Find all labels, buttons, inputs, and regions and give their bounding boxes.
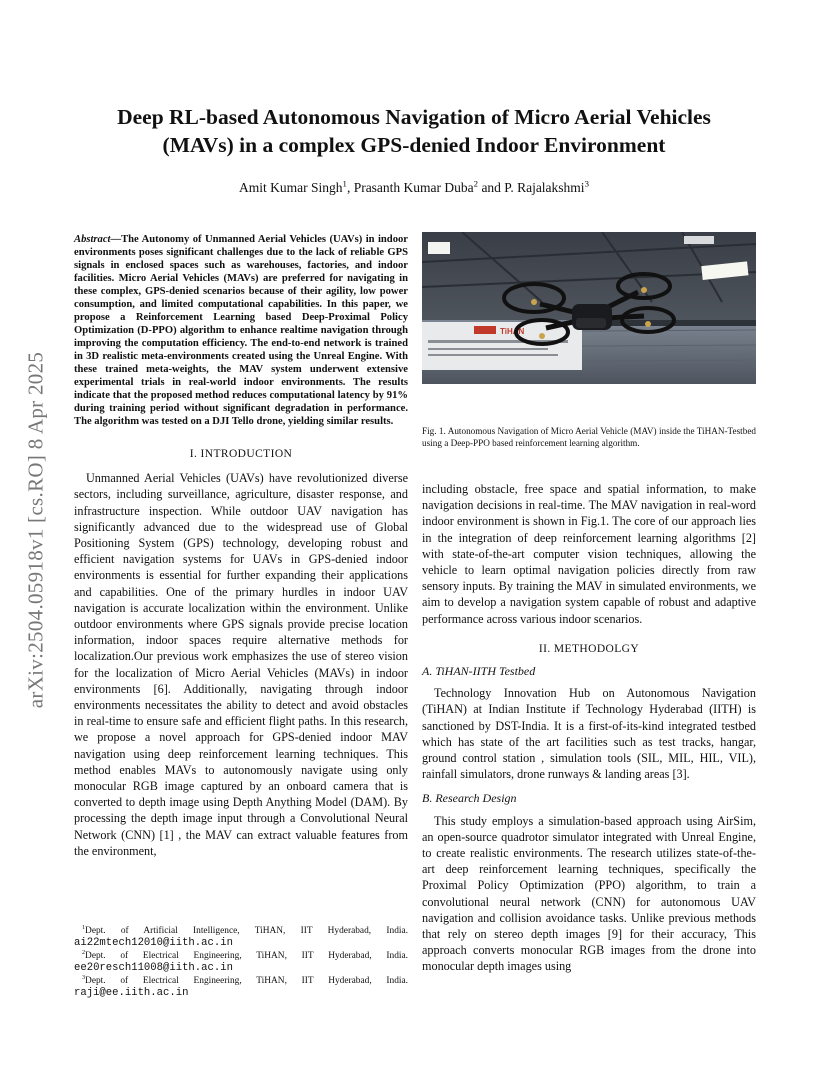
left-column xyxy=(74,233,408,859)
author-1-affil: 1 xyxy=(342,178,347,189)
subsection-a-paragraph: Technology Innovation Hub on Autonomous Navigation (TiHAN) at Indian Institute if Technology Hyderabad (IITH) is sanctioned by DST-India. It is a first-of-its-kind integrated testbed which has state of the art facilities such as test tracks, hangar, ground control station , simulation tools (SIL, MIL, HIL, VIL), rainfall simulators, drone runways & landing areas [3]. xyxy=(422,686,756,782)
subsection-a-heading: A. TiHAN-IITH Testbed xyxy=(422,664,536,679)
footnote-3-text: Dept. of Electrical Engineering, TiHAN, IIT Hyderabad, India. xyxy=(85,976,408,986)
footnote-2-text: Dept. of Electrical Engineering, TiHAN, IIT Hyderabad, India. xyxy=(85,951,408,961)
footnote-2-email: ee20resch11008@iith.ac.in xyxy=(74,962,233,974)
introduction-continued: including obstacle, free space and spatial information, to make navigation decisions in real-time. The MAV navigation in real-word indoor environment is shown in Fig.1. The core of our approach lies in the integration of deep reinforcement learning algorithms [2] with state-of-the-art computer vision techniques, allowing the vehicle to learn optimal navigation policies directly from raw sensory inputs. By training the MAV in simulated environments, we aim to develop a navigation system capable of robust and adaptive performance across various indoor scenarios. xyxy=(422,482,756,626)
footnote-1-text: Dept. of Artificial Intelligence, TiHAN, IIT Hyderabad, India. xyxy=(85,926,408,936)
author-3-affil: 3 xyxy=(584,178,589,189)
abstract-label: Abstract xyxy=(74,234,111,245)
paper-title xyxy=(80,103,748,159)
footnote-3: $^3$Dept. of Electrical Engineering, TiHAN, IIT Hyderabad, India. raji@ee.iith.ac.in xyxy=(74,974,408,999)
banner-brand-text: TiHAN xyxy=(500,327,525,336)
footnote-1: $^1$Dept. of Artificial Intelligence, TiHAN, IIT Hyderabad, India. ai22mtech12010@iith.ac.in xyxy=(74,924,408,949)
author-2-affil: 2 xyxy=(473,178,479,189)
author-list xyxy=(80,180,748,196)
subsection-b-heading: B. Research Design xyxy=(422,791,517,806)
introduction-paragraph: Unmanned Aerial Vehicles (UAVs) have revolutionized diverse sectors, including surveillance, agriculture, disaster response, and infrastructure inspection. While outdoor UAV navigation has significantly advanced due to the widespread use of Global Positioning System (GPS) technology, developing robust and efficient navigation systems for UAVs in GPS-denied indoor environments is essential for further expanding their applications and capabilities. One of the primary hurdles in indoor UAV navigation is accurate localization within the environment. Unlike outdoor environments where GPS signals provide precise location information, indoor spaces require alternative methods for localization.Our previous work emphasizes the use of stereo vision for the localization of Micro Aerial Vehicles (MAVs) in indoor environments [6]. Additionally, navigating through indoor environments necessitates the ability to detect and avoid obstacles in real-time to ensure safe and efficient flight paths. In this research, we propose a novel approach for GPS-denied indoor MAV navigation using deep reinforcement learning techniques. This method enables MAVs to autonomously navigate using only monocular RGB image captured by an onboard camera that is converted to depth image using Depth Anything Model (DAM). By processing the depth image input through a Convolutional Neural Network (CNN) [1] , the MAV can extract valuable features from the environment, xyxy=(74,471,408,858)
abstract-text: —The Autonomy of Unmanned Aerial Vehicles (UAVs) in indoor environments poses significant challenges due to the lack of reliable GPS signals in enclosed spaces such as warehouses, factories, and indoor facilities. Micro Aerial Vehicles (MAVs) are preferred for navigating in these complex, GPS-denied scenarios because of their agility, low power consumption, and limited computational capabilities. In this paper, we propose a Reinforcement Learning based Deep-Proximal Policy Optimization (D-PPO) algorithm to enhance realtime navigation through improving the computation efficiency. The end-to-end network is trained in 3D realistic meta-environments created using the Unreal Engine. With these trained meta-weights, the MAV system underwent extensive experimental trials in real-world indoor environments. The results indicate that the proposed method reduces computational latency by 91% during training period without significant degradation in performance. The algorithm was tested on a DJI Tello drone, yielding similar results. xyxy=(74,234,408,427)
title-line-2: (MAVs) in a complex GPS-denied Indoor Environment xyxy=(162,133,666,157)
footnotes xyxy=(74,925,408,1000)
figure-1-photo xyxy=(422,232,756,384)
subsection-b-paragraph: This study employs a simulation-based approach using AirSim, an open-source quadrotor simulator integrated with Unreal Engine, to create realistic environments. The research utilizes state-of-the-art deep reinforcement learning techniques, specifically the Proximal Policy Optimization (PPO) algorithm, to train a convolutional neural network (CNN) for autonomous UAV navigation and collision avoidance tasks. Unlike previous methods that rely on stereo depth images [9] for their accuracy, This approach converts monocular RGB images from the drone into monocular depth images using xyxy=(422,813,756,974)
author-1: Amit Kumar Singh xyxy=(239,180,343,195)
title-line-1: Deep RL-based Autonomous Navigation of Micro Aerial Vehicles xyxy=(117,105,711,129)
author-3: and P. Rajalakshmi xyxy=(478,180,585,195)
arxiv-identifier xyxy=(18,290,54,770)
right-column xyxy=(422,481,756,975)
section-heading-methodology: II. METHODOLGY xyxy=(538,642,640,655)
drone-photo-illustration xyxy=(422,232,756,384)
footnote-1-email: ai22mtech12010@iith.ac.in xyxy=(74,937,233,949)
footnote-3-email: raji@ee.iith.ac.in xyxy=(74,987,189,999)
author-2: , Prasanth Kumar Duba xyxy=(346,180,474,195)
abstract xyxy=(74,233,408,428)
section-heading-introduction: I. INTRODUCTION xyxy=(189,448,293,460)
footnote-2: $^2$Dept. of Electrical Engineering, TiHAN, IIT Hyderabad, India. ee20resch11008@iith.ac.in xyxy=(74,949,408,974)
figure-1-caption: Fig. 1. Autonomous Navigation of Micro Aerial Vehicle (MAV) inside the TiHAN-Testbed using a Deep-PPO based reinforcement learning algorithm. xyxy=(422,426,756,448)
arxiv-identifier-text: arXiv:2504.05918v1 [cs.RO] 8 Apr 2025 xyxy=(23,351,48,709)
